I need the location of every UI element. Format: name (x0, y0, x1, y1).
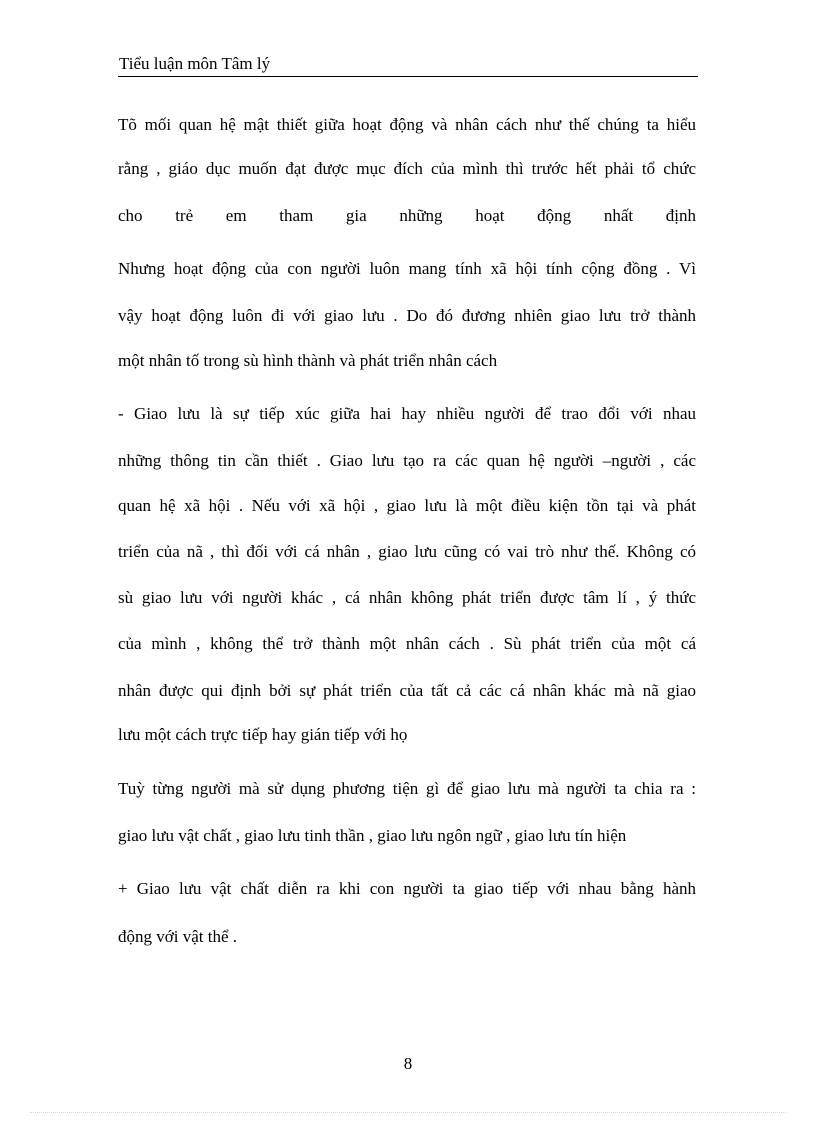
body-line-4: Nhưng hoạt động của con người luôn mang tính xã hội tính cộng đồng . Vì (118, 259, 696, 278)
body-line-11: sù giao lưu với người khác , cá nhân không phát triển được tâm lí , ý thức (118, 588, 696, 607)
page-number: 8 (403, 1054, 413, 1073)
body-line-1: Tõ mối quan hệ mật thiết giữa hoạt động và nhân cách như thế chúng ta hiểu (118, 115, 696, 134)
body-line-12: của mình , không thể trở thành một nhân cách . Sù phát triển của một cá (118, 634, 696, 653)
body-line-6: một nhân tố trong sù hình thành và phát triển nhân cách (118, 351, 498, 370)
body-line-3: cho trẻ em tham gia những hoạt động nhất định (118, 206, 696, 225)
body-line-17: + Giao lưu vật chất diễn ra khi con người ta giao tiếp với nhau bằng hành (118, 879, 696, 898)
page-header (118, 52, 698, 77)
body-line-10: triển của nã , thì đối với cá nhân , giao lưu cũng có vai trò như thế. Không có (118, 542, 696, 561)
page-bottom-divider (30, 1112, 786, 1113)
body-line-16: giao lưu vật chất , giao lưu tinh thần , giao lưu ngôn ngữ , giao lưu tín hiện (118, 826, 627, 845)
body-line-7: - Giao lưu là sự tiếp xúc giữa hai hay nhiều người để trao đổi với nhau (118, 404, 696, 423)
body-line-15: Tuỳ từng người mà sử dụng phương tiện gì để giao lưu mà người ta chia ra : (118, 779, 696, 798)
body-line-2: rằng , giáo dục muốn đạt được mục đích của mình thì trước hết phải tổ chức (118, 159, 696, 178)
body-line-9: quan hệ xã hội . Nếu với xã hội , giao lưu là một điều kiện tồn tại và phát (118, 496, 696, 515)
body-line-13: nhân được qui định bởi sự phát triển của tất cả các cá nhân khác mà nã giao (118, 681, 696, 700)
body-line-14: lưu một cách trực tiếp hay gián tiếp với họ (118, 725, 408, 744)
body-line-8: những thông tin cần thiết . Giao lưu tạo ra các quan hệ người –người , các (118, 451, 696, 470)
header-title: Tiểu luận môn Tâm lý (119, 54, 271, 73)
body-line-18: động với vật thể . (118, 927, 237, 946)
body-line-5: vậy hoạt động luôn đi với giao lưu . Do đó đương nhiên giao lưu trở thành (118, 306, 696, 325)
